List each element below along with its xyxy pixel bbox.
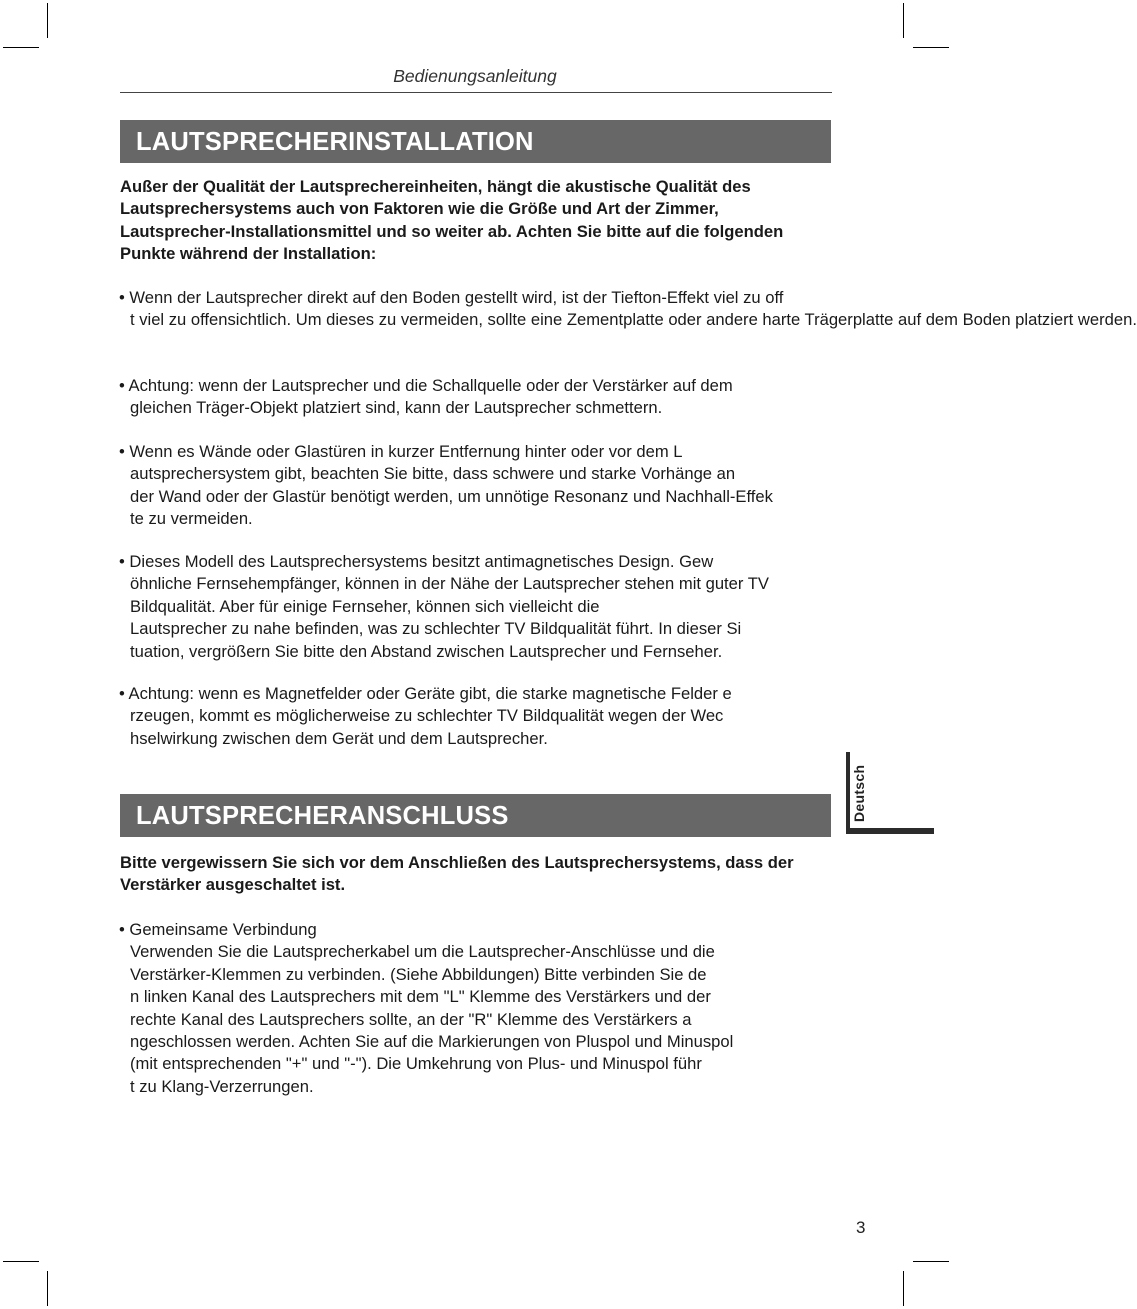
text-line: t viel zu offensichtlich. Um dieses zu vermeiden, sollte eine Zementplatte oder andere harte Trägerplatte auf dem Boden platziert werden. [130,310,1137,330]
text-line: der Wand oder der Glastür benötigt werden, um unnötige Resonanz und Nachhall-Effek [130,486,773,506]
language-tab-stem [846,752,850,834]
text-line: • Dieses Modell des Lautsprechersystems besitzt antimagnetisches Design. Gew [119,552,714,571]
header-divider [120,92,832,93]
text-line: Lautsprecher zu nahe befinden, was zu schlechter TV Bildqualität führt. In dieser Si [130,619,742,639]
text-line: • Achtung: wenn der Lautsprecher und die Schallquelle oder der Verstärker auf dem [119,376,733,395]
language-tab-label: Deutsch [851,764,867,822]
text-line: rechte Kanal des Lautsprechers sollte, an der "R" Klemme des Verstärkers a [130,1009,692,1029]
crop-mark [47,1271,48,1306]
manual-header-title: Bedienungsanleitung [393,66,557,86]
text-line: n linken Kanal des Lautsprechers mit dem "L" Klemme des Verstärkers und der [130,987,711,1007]
text-line: ngeschlossen werden. Achten Sie auf die Markierungen von Pluspol und Minuspol [130,1032,734,1052]
crop-mark [47,3,48,38]
text-line: öhnliche Fernsehempfänger, können in der Nähe der Lautsprecher stehen mit guter TV [130,574,769,594]
text-line: Verwenden Sie die Lautsprecherkabel um die Lautsprecher-Anschlüsse und die [130,942,715,962]
text-line: Bildqualität. Aber für einige Fernseher, können sich vielleicht die [130,596,600,616]
text-line: (mit entsprechenden "+" und "-"). Die Umkehrung von Plus- und Minuspol führ [130,1054,702,1074]
installation-bullet [119,441,835,531]
text-line: rzeugen, kommt es möglicherweise zu schlechter TV Bildqualität wegen der Wec [130,706,724,726]
text-line: • Achtung: wenn es Magnetfelder oder Geräte gibt, die starke magnetische Felder e [119,684,732,703]
connection-intro: Bitte vergewissern Sie sich vor dem Anschließen des Lautsprechersystems, dass der Verstärker ausgeschaltet ist. [120,853,794,895]
text-line: • Wenn der Lautsprecher direkt auf den Boden gestellt wird, ist der Tiefton-Effekt viel zu off [119,288,784,307]
connection-bullet [119,919,835,1098]
language-tab-bar [846,828,934,834]
crop-mark [913,47,949,48]
installation-intro: Außer der Qualität der Lautsprechereinheiten, hängt die akustische Qualität des Lautsprechersystems auch von Faktoren wie die Größe und Art der Zimmer, Lautsprecher-Installationsmittel und so weiter ab. Achten Sie bitte auf die folgenden Punkte während der Installation: [120,177,784,264]
crop-mark [903,1271,904,1306]
language-tab [846,752,934,836]
installation-bullet [119,683,835,750]
installation-bullet [119,375,835,420]
crop-mark [903,3,904,38]
text-line: • Gemeinsame Verbindung [119,920,317,939]
text-line: autsprechersystem gibt, beachten Sie bitte, dass schwere und starke Vorhänge an [130,464,736,484]
installation-bullet [119,551,835,663]
text-line: hselwirkung zwischen dem Gerät und dem Lautsprecher. [130,728,548,748]
crop-mark [3,1261,39,1262]
text-line: Verstärker-Klemmen zu verbinden. (Siehe Abbildungen) Bitte verbinden Sie de [130,964,707,984]
text-line: te zu vermeiden. [130,509,253,529]
text-line: gleichen Träger-Objekt platziert sind, kann der Lautsprecher schmettern. [130,398,663,418]
installation-bullet [119,287,1137,332]
page-number: 3 [856,1218,866,1237]
text-line: t zu Klang-Verzerrungen. [130,1076,314,1096]
text-line: • Wenn es Wände oder Glastüren in kurzer Entfernung hinter oder vor dem L [119,442,683,461]
crop-mark [3,47,39,48]
section-heading-connection: LAUTSPRECHERANSCHLUSS [120,794,831,837]
text-line: tuation, vergrößern Sie bitte den Abstand zwischen Lautsprecher und Fernseher. [130,641,723,661]
section-heading-installation: LAUTSPRECHERINSTALLATION [120,120,831,163]
crop-mark [913,1261,949,1262]
